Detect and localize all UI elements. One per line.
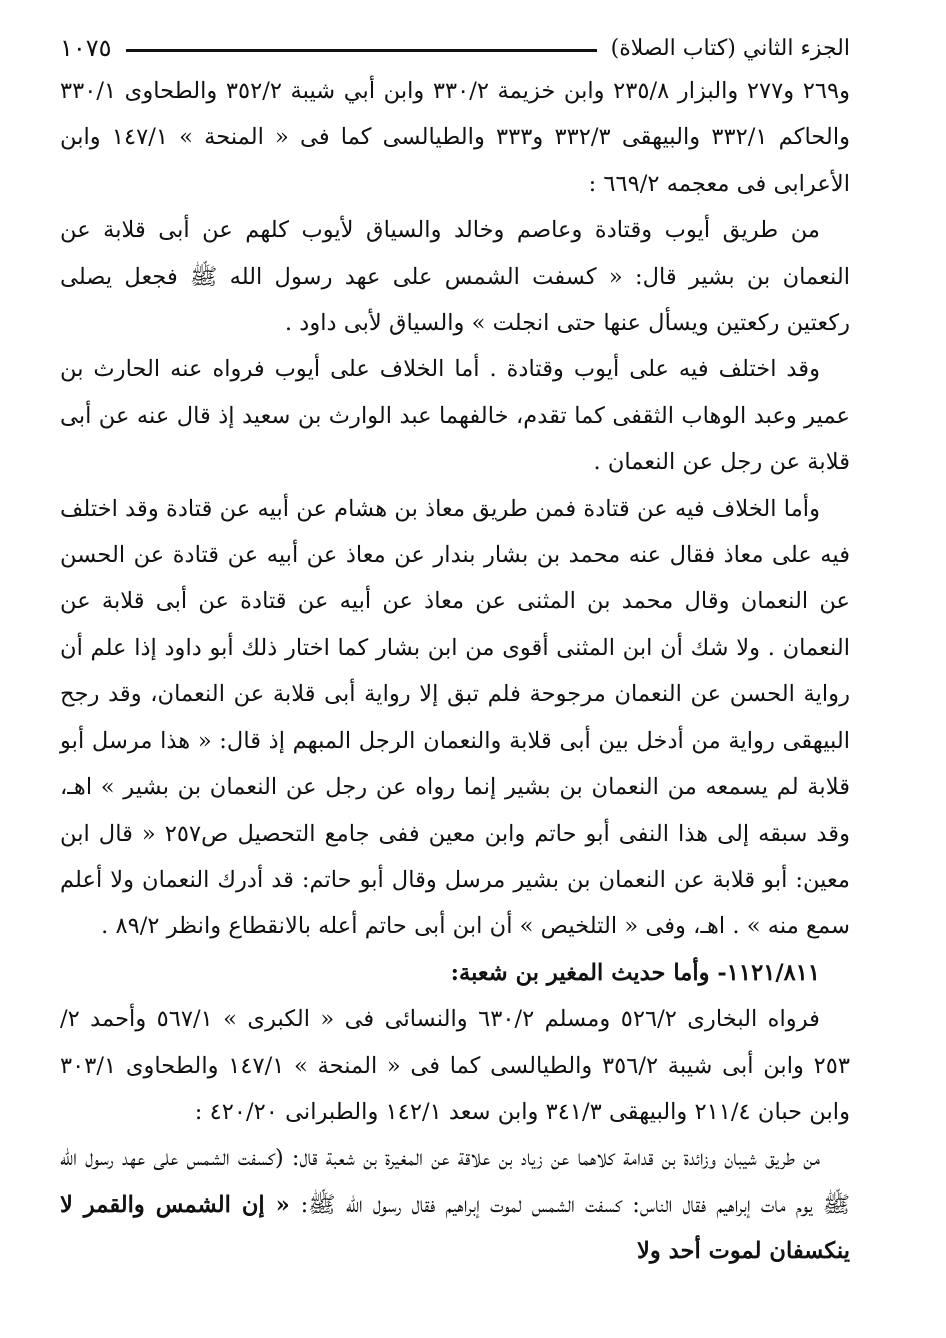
paragraph-references: و٢٦٩ و٢٧٧ والبزار ٢٣٥/٨ وابن خزيمة ٣٣٠/٢ وابن أبي شيبة ٣٥٢/٢ والطحاوى ٣٣٠/١ والحاكم ٣٣٢/١ والبيهقى ٣٣٢/٣ و٣٣٣ والطيالسى كما فى « المنحة » ١٤٧/١ وابن الأعرابى فى معجمه ٦٦٩/٢ : — [60, 78, 851, 197]
paragraph-nuaman-hadith: من طريق أيوب وقتادة وعاصم وخالد والسياق لأيوب كلهم عن أبى قلابة عن النعمان بن بشير قال: « كسفت الشمس على عهد رسول الله ﷺ فجعل يصلى ركعتين ركعتين ويسأل عنها حتى انجلت » والسياق لأبى داود . — [60, 217, 850, 337]
page-body — [60, 68, 850, 1275]
header-title: الجزء الثاني (كتاب الصلاة) — [610, 35, 850, 61]
paragraph-ayyub-dispute: وقد اختلف فيه على أيوب وقتادة . أما الخلاف على أيوب فرواه عنه الحارث بن عمير وعبد الوهاب الثقفى كما تقدم، خالفهما عبد الوارث بن سعيد إذ قال عنه عن أبى قلابة عن رجل عن النعمان . — [60, 356, 850, 476]
paragraph-mughira-hadith — [60, 1135, 850, 1274]
book-page — [60, 28, 850, 1318]
hadith-narration: من طريق شيبان وزائدة بن قدامة كلاهما عن زياد بن علاقة عن المغيرة بن شعبة قال: (كسفت الشمس على عهد رسول الله ﷺ يوم مات إبراهيم فقال الناس: كسفت الشمس لموت إبراهيم فقال رسول الله ﷺ: — [60, 1145, 850, 1218]
header-rule — [126, 49, 597, 52]
running-header — [60, 28, 850, 68]
page-number: ١٠٧٥ — [60, 34, 112, 62]
paragraph-qatada-dispute: وأما الخلاف فيه عن قتادة فمن طريق معاذ بن هشام عن أبيه عن قتادة وقد اختلف فيه على معاذ فقال عنه محمد بن بشار بندار عن معاذ عن أبيه عن قتادة عن الحسن عن النعمان وقال محمد بن المثنى عن معاذ عن أبيه عن قتادة عن أبى قلابة عن النعمان . ولا شك أن ابن المثنى أقوى من ابن بشار كما اختار ذلك أبو داود إذا علم أن رواية الحسن عن النعمان مرجوحة فلم تبق إلا رواية أبى قلابة عن النعمان، وقد رجح البيهقى رواية من أدخل بين أبى قلابة والنعمان الرجل المبهم إذ قال: « هذا مرسل أبو قلابة لم يسمعه من النعمان بن بشير إنما رواه عن رجل عن النعمان بن بشير » اهـ، وقد سبقه إلى هذا النفى أبو حاتم وابن معين ففى جامع التحصيل ص٢٥٧ « قال ابن معين: أبو قلابة عن النعمان بن بشير مرسل وقال أبو حاتم: قد أدرك النعمان ولا أعلم سمع منه » . اهـ، وفى « التلخيص » أن ابن أبى حاتم أعله بالانقطاع وانظر ٨٩/٢ . — [60, 495, 850, 940]
hadith-quote-bold: « إن الشمس والقمر لا ينكسفان لموت أحد ولا — [60, 1191, 850, 1265]
section-heading-mughira: ١١٢١/٨١١- وأما حديث المغير بن شعبة: — [450, 959, 820, 986]
paragraph-mughira-references: فرواه البخارى ٥٢٦/٢ ومسلم ٦٣٠/٢ والنسائى فى « الكبرى » ٥٦٧/١ وأحمد ٢/ ٢٥٣ وابن أبى شيبة ٣٥٦/٢ والطيالسى كما فى « المنحة » ١٤٧/١ والطحاوى ٣٠٣/١ وابن حبان ٢١١/٤ والبيهقى ٣٤١/٣ وابن سعد ١٤٢/١ والطبرانى ٤٢٠/٢٠ : — [60, 1006, 850, 1125]
